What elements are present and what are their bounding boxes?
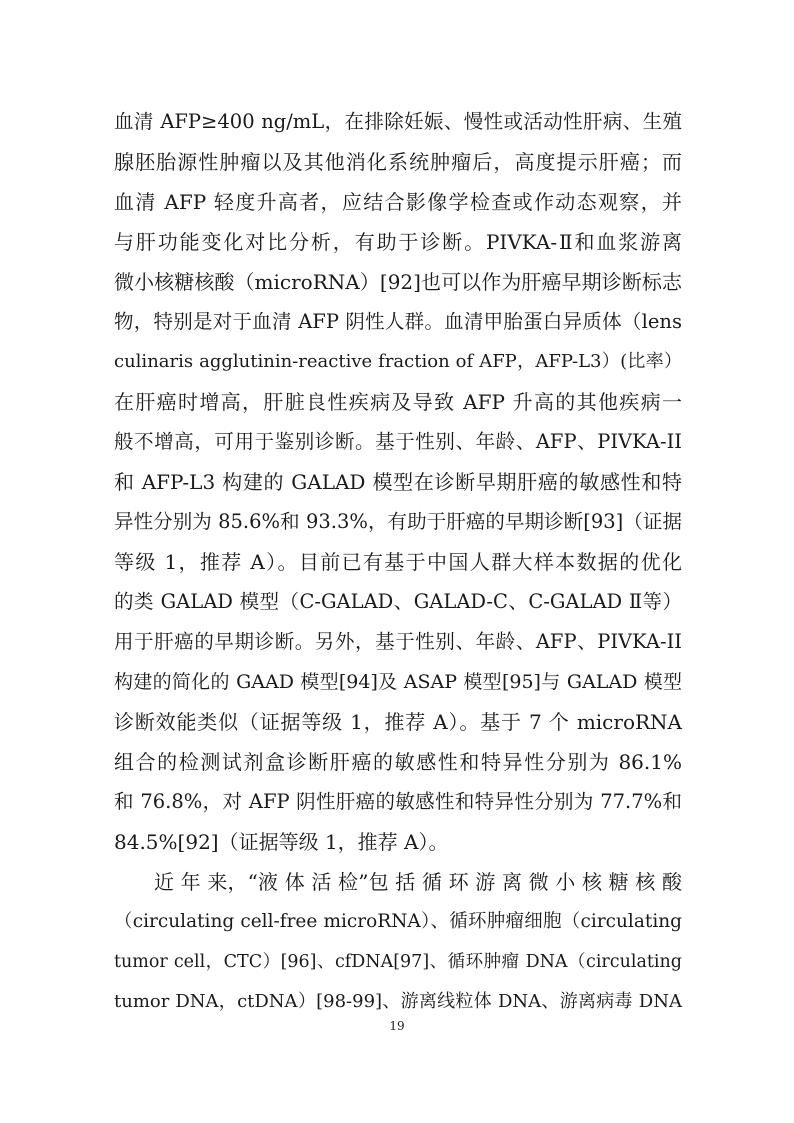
text-line: 等级 1，推荐 A）。目前已有基于中国人群大样本数据的优化: [114, 550, 682, 574]
text-line: 84.5%[92]（证据等级 1，推荐 A）。: [114, 830, 449, 854]
text-line: 微小核糖核酸（microRNA）[92]也可以作为肝癌早期诊断标志: [114, 270, 682, 294]
text-line: tumor DNA，ctDNA）[98-99]、游离线粒体 DNA、游离病毒 DNA: [114, 991, 682, 1012]
text-line: culinaris agglutinin-reactive fraction of AFP，AFP-L3）(比率）: [114, 351, 682, 372]
text-line: 组合的检测试剂盒诊断肝癌的敏感性和特异性分别为 86.1%: [114, 750, 682, 774]
text-line: 物，特别是对于血清 AFP 阴性人群。血清甲胎蛋白异质体（lens: [114, 310, 682, 333]
text-line: 与肝功能变化对比分析，有助于诊断。PIVKA-Ⅱ和血浆游离: [114, 230, 682, 254]
text-line: 诊断效能类似（证据等级 1，推荐 A）。基于 7 个 microRNA: [114, 710, 682, 734]
text-line: 在肝癌时增高，肝脏良性疾病及导致 AFP 升高的其他疾病一: [114, 390, 682, 414]
text-line: 和 AFP-L3 构建的 GALAD 模型在诊断早期肝癌的敏感性和特: [114, 470, 682, 494]
text-line: 和 76.8%，对 AFP 阴性肝癌的敏感性和特异性分别为 77.7%和: [114, 790, 682, 813]
body-text: [114, 102, 682, 1022]
text-line: 用于肝癌的早期诊断。另外，基于性别、年龄、AFP、PIVKA-II: [114, 630, 682, 653]
text-line: 血清 AFP 轻度升高者，应结合影像学检查或作动态观察，并: [114, 190, 682, 214]
text-line: 般不增高，可用于鉴别诊断。基于性别、年龄、AFP、PIVKA-II: [114, 430, 682, 453]
text-line: 异性分别为 85.6%和 93.3%，有助于肝癌的早期诊断[93]（证据: [114, 510, 682, 533]
text-line: 构建的简化的 GAAD 模型[94]及 ASAP 模型[95]与 GALAD 模型: [114, 671, 682, 693]
paragraph-first-line: 近 年 来，“液 体 活 检”包 括 循 环 游 离 微 小 核 糖 核 酸: [154, 870, 682, 894]
text-line: （circulating cell-free microRNA）、循环肿瘤细胞（circulating: [114, 911, 682, 932]
text-line: tumor cell，CTC）[96]、cfDNA[97]、循环肿瘤 DNA（circulating: [114, 952, 682, 972]
text-line: 腺胚胎源性肿瘤以及其他消化系统肿瘤后，高度提示肝癌；而: [114, 150, 682, 174]
page-number: 19: [389, 1019, 405, 1033]
text-line: 血清 AFP≥400 ng/mL，在排除妊娠、慢性或活动性肝病、生殖: [114, 110, 682, 133]
text-line: 的类 GALAD 模型（C-GALAD、GALAD-C、C-GALAD Ⅱ等）: [114, 590, 682, 613]
